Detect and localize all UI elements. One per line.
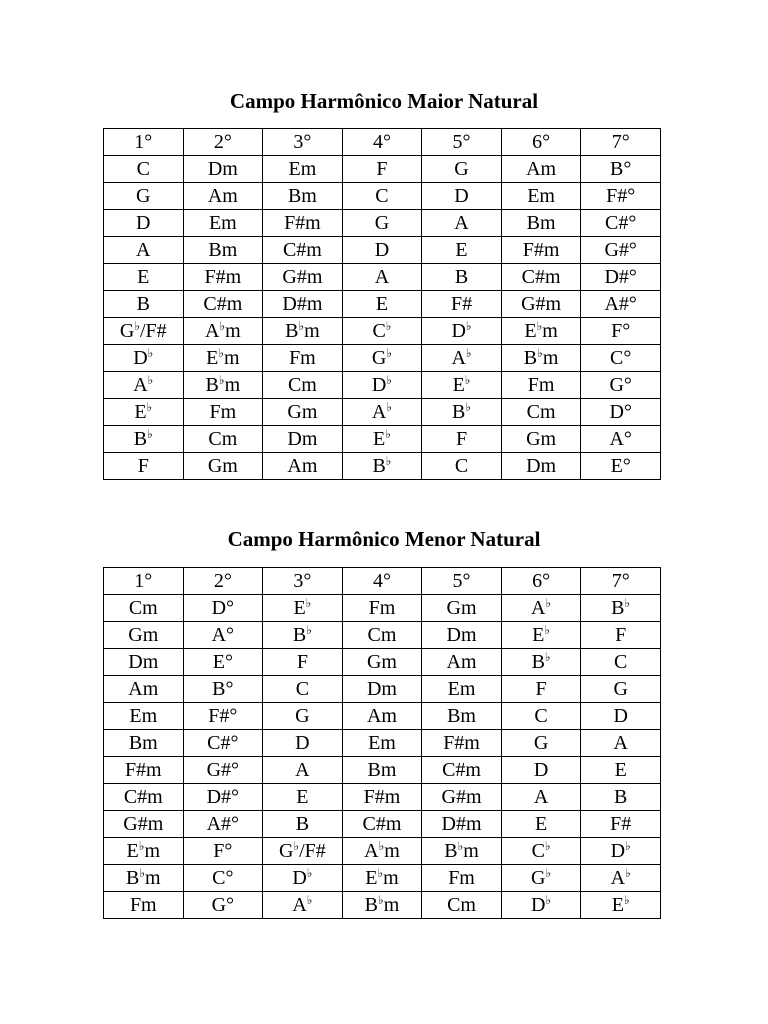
chord-cell: Bm (104, 730, 184, 757)
table-row (104, 892, 661, 919)
flat-symbol: ♭ (147, 346, 154, 360)
chord-cell: B (263, 811, 343, 838)
chord-cell: C (263, 676, 343, 703)
chord-cell: D♭ (422, 318, 502, 345)
flat-symbol: ♭ (385, 454, 392, 468)
chord-cell: C#° (581, 210, 661, 237)
chord-cell: G (581, 676, 661, 703)
chord-cell: E♭ (581, 892, 661, 919)
chord-cell: E (501, 811, 581, 838)
chord-cell: Cm (342, 622, 422, 649)
chord-cell: Bm (263, 183, 343, 210)
table-row (104, 838, 661, 865)
chord-cell: F# (581, 811, 661, 838)
chord-cell: F° (581, 318, 661, 345)
chord-cell: Bm (183, 237, 263, 264)
chord-cell: A#° (581, 291, 661, 318)
minor-scale-title: Campo Harmônico Menor Natural (227, 527, 541, 551)
chord-cell: D (581, 703, 661, 730)
chord-cell: Fm (183, 399, 263, 426)
table-row (104, 210, 661, 237)
flat-symbol: ♭ (465, 400, 472, 414)
chord-cell: G (342, 210, 422, 237)
table-row (104, 595, 661, 622)
degree-header: 4° (342, 568, 422, 595)
chord-cell: F#m (104, 757, 184, 784)
chord-cell: Fm (501, 372, 581, 399)
chord-cell: A♭ (104, 372, 184, 399)
chord-cell: D (501, 757, 581, 784)
chord-cell: Dm (183, 156, 263, 183)
chord-cell: D♭ (104, 345, 184, 372)
chord-cell: F#m (422, 730, 502, 757)
table-row (104, 757, 661, 784)
chord-cell: D#m (422, 811, 502, 838)
chord-cell: Dm (422, 622, 502, 649)
chord-cell: E♭ (422, 372, 502, 399)
degree-header: 4° (342, 129, 422, 156)
chord-cell: G♭ (342, 345, 422, 372)
flat-symbol: ♭ (147, 427, 153, 441)
table-row (104, 372, 661, 399)
degree-header: 3° (263, 129, 343, 156)
flat-symbol: ♭ (218, 346, 224, 360)
chord-cell: Dm (501, 453, 581, 480)
chord-cell: C (342, 183, 422, 210)
chord-cell: C♭ (501, 838, 581, 865)
chord-cell: F (422, 426, 502, 453)
degree-header: 5° (422, 129, 502, 156)
chord-cell: A♭m (342, 838, 422, 865)
chord-cell: A (263, 757, 343, 784)
flat-symbol: ♭ (545, 866, 552, 880)
chord-cell: Cm (422, 892, 502, 919)
chord-cell: B♭m (342, 892, 422, 919)
flat-symbol: ♭ (306, 623, 312, 637)
chord-cell: E♭ (501, 622, 581, 649)
chord-cell: A (104, 237, 184, 264)
chord-cell: E (422, 237, 502, 264)
chord-cell: Bm (501, 210, 581, 237)
chord-cell: A (422, 210, 502, 237)
chord-cell: Dm (342, 676, 422, 703)
chord-cell: Dm (263, 426, 343, 453)
flat-symbol: ♭ (386, 400, 393, 414)
chord-cell: F#m (183, 264, 263, 291)
chord-cell: G#° (183, 757, 263, 784)
chord-cell: Fm (104, 892, 184, 919)
chord-cell: A♭ (581, 865, 661, 892)
chord-cell: A#° (183, 811, 263, 838)
chord-cell: D (422, 183, 502, 210)
chord-cell: D#° (581, 264, 661, 291)
chord-cell: Em (104, 703, 184, 730)
chord-cell: E° (581, 453, 661, 480)
chord-cell: Gm (183, 453, 263, 480)
chord-cell: Gm (104, 622, 184, 649)
chord-cell: Em (263, 156, 343, 183)
chord-cell: Em (422, 676, 502, 703)
chord-cell: C#m (183, 291, 263, 318)
chord-cell: E♭m (104, 838, 184, 865)
flat-symbol: ♭ (537, 346, 543, 360)
table-row (104, 264, 661, 291)
chord-cell: E♭ (263, 595, 343, 622)
flat-symbol: ♭ (306, 893, 313, 907)
chord-cell: C#m (422, 757, 502, 784)
chord-cell: C (501, 703, 581, 730)
chord-cell: B♭m (263, 318, 343, 345)
flat-symbol: ♭ (293, 839, 300, 853)
degree-header: 3° (263, 568, 343, 595)
flat-symbol: ♭ (378, 893, 384, 907)
chord-cell: G (104, 183, 184, 210)
flat-symbol: ♭ (146, 400, 153, 414)
table-row (104, 676, 661, 703)
chord-cell: E° (183, 649, 263, 676)
chord-cell: Fm (263, 345, 343, 372)
chord-cell: Em (342, 730, 422, 757)
major-scale-table (103, 128, 661, 480)
chord-cell: F (104, 453, 184, 480)
chord-cell: C#m (104, 784, 184, 811)
major-scale-title: Campo Harmônico Maior Natural (229, 89, 539, 113)
table-row (104, 237, 661, 264)
chord-cell: F#m (263, 210, 343, 237)
chord-cell: D (104, 210, 184, 237)
chord-cell: B♭m (104, 865, 184, 892)
degree-header: 1° (104, 568, 184, 595)
chord-cell: B♭m (183, 372, 263, 399)
chord-cell: Am (342, 703, 422, 730)
chord-cell: A° (183, 622, 263, 649)
chord-cell: Cm (263, 372, 343, 399)
flat-symbol: ♭ (544, 623, 551, 637)
chord-cell: B (581, 784, 661, 811)
flat-symbol: ♭ (139, 866, 145, 880)
flat-symbol: ♭ (544, 650, 551, 664)
chord-cell: G#m (501, 291, 581, 318)
chord-cell: G (501, 730, 581, 757)
chord-cell: Am (501, 156, 581, 183)
flat-symbol: ♭ (464, 373, 471, 387)
chord-cell: C♭ (342, 318, 422, 345)
flat-symbol: ♭ (378, 839, 385, 853)
chord-cell: F#m (342, 784, 422, 811)
degree-header: 2° (183, 129, 263, 156)
degree-header: 2° (183, 568, 263, 595)
chord-cell: B♭ (501, 649, 581, 676)
chord-cell: G#° (581, 237, 661, 264)
chord-cell: C#m (263, 237, 343, 264)
chord-cell: F (581, 622, 661, 649)
flat-symbol: ♭ (465, 319, 472, 333)
flat-symbol: ♭ (134, 319, 140, 333)
chord-cell: Cm (104, 595, 184, 622)
chord-cell: Dm (104, 649, 184, 676)
chord-cell: A♭ (501, 595, 581, 622)
flat-symbol: ♭ (536, 319, 543, 333)
degree-header: 7° (581, 129, 661, 156)
chord-cell: F° (183, 838, 263, 865)
degree-header: 5° (422, 568, 502, 595)
chord-cell: C#° (183, 730, 263, 757)
chord-cell: B♭ (263, 622, 343, 649)
chord-cell: E (581, 757, 661, 784)
chord-cell: G° (581, 372, 661, 399)
chord-cell: D° (581, 399, 661, 426)
degree-header: 1° (104, 129, 184, 156)
chord-cell: A♭ (263, 892, 343, 919)
table-row (104, 865, 661, 892)
chord-cell: B° (183, 676, 263, 703)
chord-cell: G♭/F# (104, 318, 184, 345)
chord-cell: G#m (263, 264, 343, 291)
chord-cell: C#m (501, 264, 581, 291)
table-row (104, 183, 661, 210)
chord-cell: Gm (263, 399, 343, 426)
chord-cell: B♭ (342, 453, 422, 480)
flat-symbol: ♭ (147, 373, 154, 387)
flat-symbol: ♭ (386, 373, 393, 387)
chord-cell: A (342, 264, 422, 291)
flat-symbol: ♭ (457, 839, 464, 853)
table-header-row (104, 568, 661, 595)
chord-cell: G (263, 703, 343, 730)
chord-cell: A (581, 730, 661, 757)
flat-symbol: ♭ (386, 346, 393, 360)
chord-cell: F#° (581, 183, 661, 210)
chord-cell: Bm (342, 757, 422, 784)
chord-cell: E♭m (183, 345, 263, 372)
chord-cell: G° (183, 892, 263, 919)
chord-cell: A° (581, 426, 661, 453)
chord-cell: C (581, 649, 661, 676)
degree-header: 7° (581, 568, 661, 595)
flat-symbol: ♭ (305, 596, 312, 610)
chord-cell: F#° (183, 703, 263, 730)
degree-header: 6° (501, 129, 581, 156)
table-row (104, 649, 661, 676)
minor-scale-table (103, 567, 661, 919)
chord-cell: C (104, 156, 184, 183)
chord-cell: Em (183, 210, 263, 237)
chord-cell: Gm (501, 426, 581, 453)
chord-cell: A (501, 784, 581, 811)
chord-cell: F# (422, 291, 502, 318)
chord-cell: D#m (263, 291, 343, 318)
chord-cell: G♭ (501, 865, 581, 892)
flat-symbol: ♭ (218, 373, 225, 387)
chord-cell: G#m (104, 811, 184, 838)
table-row (104, 730, 661, 757)
chord-cell: Bm (422, 703, 502, 730)
table-row (104, 318, 661, 345)
chord-cell: D♭ (263, 865, 343, 892)
chord-cell: Am (263, 453, 343, 480)
chord-cell: B♭m (501, 345, 581, 372)
chord-cell: B° (581, 156, 661, 183)
flat-symbol: ♭ (306, 866, 313, 880)
table-row (104, 345, 661, 372)
chord-cell: E (342, 291, 422, 318)
chord-cell: Cm (183, 426, 263, 453)
chord-cell: F (501, 676, 581, 703)
chord-cell: B♭ (581, 595, 661, 622)
table-row (104, 811, 661, 838)
chord-cell: E♭ (104, 399, 184, 426)
table-row (104, 784, 661, 811)
chord-cell: Fm (342, 595, 422, 622)
flat-symbol: ♭ (385, 319, 392, 333)
table-header-row (104, 129, 661, 156)
table-row (104, 453, 661, 480)
flat-symbol: ♭ (544, 839, 551, 853)
flat-symbol: ♭ (385, 427, 391, 441)
chord-cell: D♭ (581, 838, 661, 865)
chord-cell: F (342, 156, 422, 183)
chord-cell: B (422, 264, 502, 291)
chord-cell: D♭ (501, 892, 581, 919)
table-row (104, 703, 661, 730)
chord-cell: B (104, 291, 184, 318)
chord-cell: Gm (342, 649, 422, 676)
chord-cell: E♭m (342, 865, 422, 892)
chord-cell: D♭ (342, 372, 422, 399)
chord-cell: B♭ (104, 426, 184, 453)
flat-symbol: ♭ (625, 866, 631, 880)
flat-symbol: ♭ (545, 893, 552, 907)
flat-symbol: ♭ (298, 319, 305, 333)
chord-cell: D (342, 237, 422, 264)
flat-symbol: ♭ (138, 839, 145, 853)
chord-cell: E♭ (342, 426, 422, 453)
flat-symbol: ♭ (623, 893, 630, 907)
flat-symbol: ♭ (465, 346, 472, 360)
chord-cell: G♭/F# (263, 838, 343, 865)
flat-symbol: ♭ (625, 839, 631, 853)
chord-cell: Gm (422, 595, 502, 622)
flat-symbol: ♭ (377, 866, 384, 880)
chord-cell: B♭ (422, 399, 502, 426)
degree-header: 6° (501, 568, 581, 595)
chord-cell: Am (183, 183, 263, 210)
table-row (104, 156, 661, 183)
chord-cell: F (263, 649, 343, 676)
chord-cell: A♭m (183, 318, 263, 345)
chord-cell: Fm (422, 865, 502, 892)
chord-cell: E (263, 784, 343, 811)
chord-cell: D (263, 730, 343, 757)
chord-cell: Am (422, 649, 502, 676)
flat-symbol: ♭ (545, 596, 552, 610)
chord-cell: A♭ (422, 345, 502, 372)
chord-cell: C#m (342, 811, 422, 838)
chord-cell: E (104, 264, 184, 291)
chord-cell: D° (183, 595, 263, 622)
table-row (104, 426, 661, 453)
flat-symbol: ♭ (624, 596, 631, 610)
chord-cell: G#m (422, 784, 502, 811)
chord-cell: E♭m (501, 318, 581, 345)
chord-cell: D#° (183, 784, 263, 811)
table-row (104, 399, 661, 426)
chord-cell: F#m (501, 237, 581, 264)
flat-symbol: ♭ (219, 319, 226, 333)
chord-cell: B♭m (422, 838, 502, 865)
chord-cell: C° (183, 865, 263, 892)
chord-cell: C° (581, 345, 661, 372)
chord-cell: A♭ (342, 399, 422, 426)
table-row (104, 622, 661, 649)
table-row (104, 291, 661, 318)
chord-cell: Cm (501, 399, 581, 426)
chord-cell: C (422, 453, 502, 480)
chord-cell: G (422, 156, 502, 183)
chord-cell: Am (104, 676, 184, 703)
chord-cell: Em (501, 183, 581, 210)
